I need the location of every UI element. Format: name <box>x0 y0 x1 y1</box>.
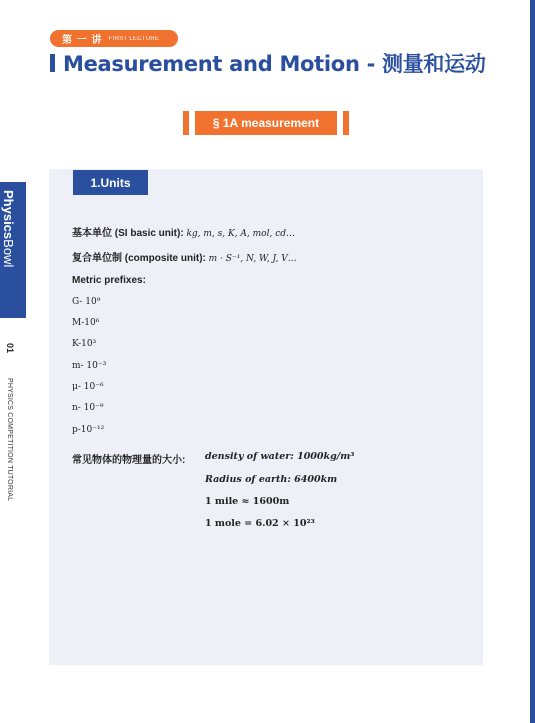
page-number: 01 <box>5 343 15 354</box>
composite-unit-row <box>72 249 297 264</box>
prefix-item: m- 10⁻³ <box>72 361 107 371</box>
page-title: Measurement and Motion - 测量和运动 <box>63 52 486 76</box>
prefix-item: μ- 10⁻⁶ <box>72 382 104 392</box>
units-tab: 1.Units <box>73 170 148 195</box>
metric-prefixes-label: Metric prefixes: <box>72 275 146 286</box>
basic-unit-value: kg, m, s, K, A, mol, cd… <box>186 229 296 239</box>
basic-unit-label: 基本单位 (SI basic unit): <box>72 228 184 239</box>
right-edge-stripe <box>530 0 535 723</box>
prefix-item: n- 10⁻⁹ <box>72 403 104 413</box>
content-panel <box>49 169 483 665</box>
lecture-badge <box>50 30 178 47</box>
prefix-item: p-10⁻¹² <box>72 425 105 435</box>
prefix-item: G- 10⁹ <box>72 297 101 307</box>
lecture-badge-en: FIRST LECTURE <box>108 35 160 42</box>
brand-logo <box>1 190 16 267</box>
section-left-bar <box>183 111 189 135</box>
lecture-badge-cn: 第 一 讲 <box>62 35 103 46</box>
title-accent-bar <box>50 54 55 72</box>
basic-unit-row <box>72 224 295 239</box>
section-right-bar <box>343 111 349 135</box>
prefix-item: K-10³ <box>72 339 97 349</box>
brand-light: Bowl <box>1 239 16 268</box>
composite-unit-value: m · S⁻¹, N, W, J, V… <box>208 254 297 264</box>
quantity-item: 1 mile ≈ 1600m <box>205 496 290 507</box>
quantity-item: 1 mole = 6.02 × 10²³ <box>205 518 315 529</box>
physical-quantities-label: 常见物体的物理量的大小: <box>72 455 186 466</box>
brand-bold: Physics <box>1 190 16 240</box>
tutorial-caption: PHYSICS COMPETITION TUTORIAL <box>6 378 13 502</box>
section-label: § 1A measurement <box>195 111 337 135</box>
prefix-item: M-10⁶ <box>72 318 100 328</box>
quantity-item: Radius of earth: 6400km <box>205 474 338 485</box>
quantity-item: density of water: 1000kg/m³ <box>205 451 355 462</box>
composite-unit-label: 复合单位制 (composite unit): <box>72 253 206 264</box>
